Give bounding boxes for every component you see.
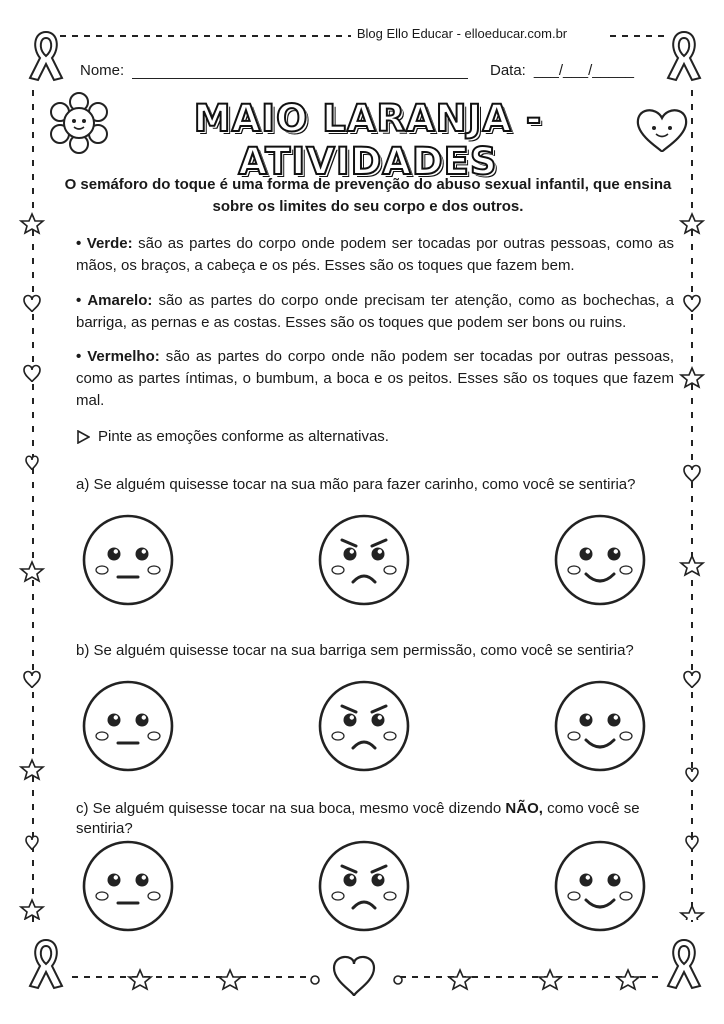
blog-credit: Blog Ello Educar - elloeducar.com.br: [0, 26, 724, 41]
item-vermelho: • Vermelho: são as partes do corpo onde não podem ser tocadas por outras pessoas, como as partes íntimas, o bumbum, a boca e os peitos. Esses são os toques que fazem mal.: [76, 348, 675, 409]
heart-icon: [334, 957, 374, 996]
heart-icon: [684, 296, 700, 313]
item-label: Vermelho:: [87, 348, 160, 365]
heart-icon: [684, 672, 700, 689]
awareness-ribbon-icon: [26, 936, 66, 992]
heart-icon: [26, 836, 38, 850]
angry-face-icon[interactable]: [316, 512, 412, 608]
star-icon: [21, 760, 43, 779]
item-label: Verde:: [86, 235, 133, 252]
neutral-face-icon[interactable]: [80, 838, 176, 934]
angry-face-icon[interactable]: [316, 678, 412, 774]
happy-face-icon[interactable]: [552, 678, 648, 774]
smiling-flower-icon: [48, 92, 110, 154]
item-label: Amarelo:: [87, 292, 153, 309]
angry-face-icon[interactable]: [316, 838, 412, 934]
question-b: b) Se alguém quisesse tocar na sua barriga sem permissão, como você se sentiria?: [76, 642, 634, 659]
heart-icon: [24, 672, 40, 689]
neutral-face-icon[interactable]: [80, 512, 176, 608]
heart-icon: [686, 836, 698, 850]
intro-text: O semáforo do toque é uma forma de prevenção do abuso sexual infantil, que ensina sobre os limites do seu corpo e dos outros.: [64, 176, 672, 215]
star-icon: [219, 970, 241, 989]
star-icon: [681, 556, 703, 575]
name-line[interactable]: [132, 62, 468, 79]
name-field[interactable]: [80, 62, 468, 79]
star-icon: [21, 214, 43, 233]
arrow-outline-icon: [76, 430, 90, 444]
star-icon: [617, 970, 639, 989]
star-icon: [681, 368, 703, 387]
heart-icon: [24, 296, 40, 313]
item-verde: • Verde: são as partes do corpo onde podem ser tocadas por outras pessoas, como as mãos, os braços, a cabeça e os pés. Esses são os toques que fazem bem.: [76, 235, 674, 274]
left-border-ornaments: [18, 200, 50, 920]
heart-icon: [26, 456, 38, 470]
neutral-face-icon[interactable]: [80, 678, 176, 774]
happy-face-icon[interactable]: [552, 512, 648, 608]
heart-icon: [686, 768, 698, 782]
star-icon: [681, 906, 703, 920]
right-border-ornaments: [678, 200, 710, 920]
instruction: Pinte as emoções conforme as alternativas.: [76, 428, 389, 445]
awareness-ribbon-icon: [664, 936, 704, 992]
heart-icon: [684, 466, 700, 483]
star-icon: [449, 970, 471, 989]
star-icon: [129, 970, 151, 989]
star-icon: [681, 214, 703, 233]
smiling-heart-icon: [634, 106, 690, 156]
date-field[interactable]: [490, 62, 634, 79]
page-title: MAIO LARANJA - ATIVIDADES: [193, 97, 543, 183]
star-icon: [21, 562, 43, 581]
date-label: Data:: [490, 62, 526, 79]
name-label: Nome:: [80, 62, 125, 79]
question-c: c) Se alguém quisesse tocar na sua boca, mesmo você dizendo NÃO, como você se sentiria?: [76, 800, 640, 837]
heart-icon: [24, 366, 40, 383]
star-icon: [21, 900, 43, 919]
star-icon: [539, 970, 561, 989]
item-amarelo: • Amarelo: são as partes do corpo onde precisam ter atenção, como as bochechas, a barriga, as pernas e as costas. Esses são os toques que podem ser bons ou ruins.: [76, 292, 674, 331]
bottom-border-ornaments: [80, 952, 660, 1002]
question-a: a) Se alguém quisesse tocar na sua mão para fazer carinho, como você se sentiria?: [76, 476, 636, 493]
date-slots[interactable]: ___/___/_____: [533, 62, 634, 79]
happy-face-icon[interactable]: [552, 838, 648, 934]
